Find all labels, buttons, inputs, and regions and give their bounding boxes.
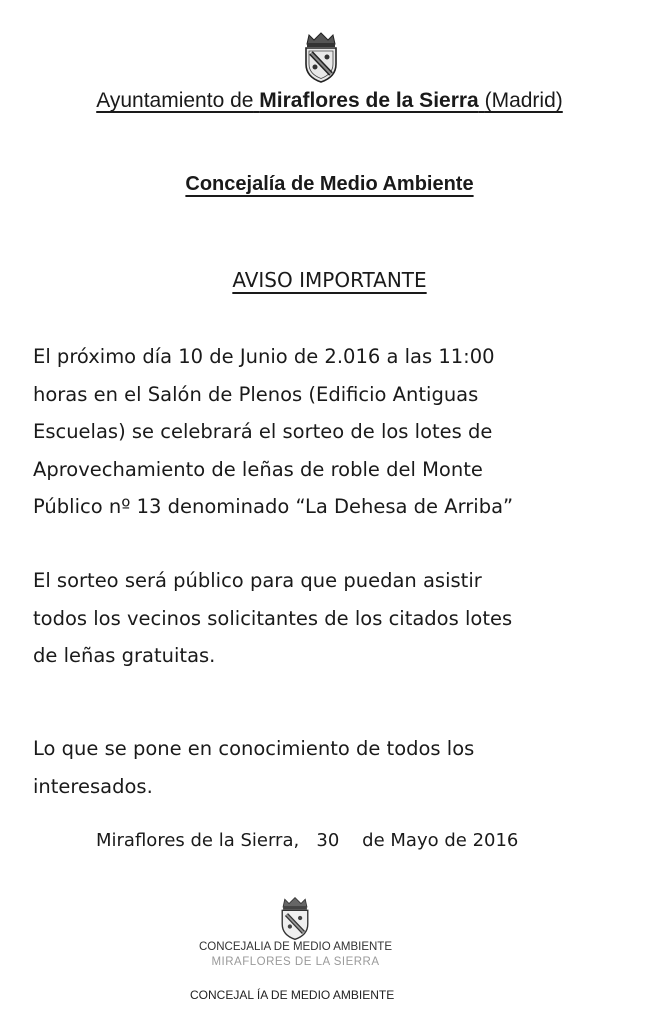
paragraph-line: El sorteo será público para que puedan asistir [33,569,482,592]
header-prefix: Ayuntamiento de [96,89,254,112]
header-town: Miraflores de la Sierra [259,89,479,112]
stamp-line-town: MIRAFLORES DE LA SIERRA [211,956,380,968]
header-region: (Madrid) [484,89,563,112]
coat-of-arms-icon [300,30,342,84]
paragraph-line: horas en el Salón de Plenos (Edificio Antiguas [33,382,479,406]
notice-title: AVISO IMPORTANTE [232,268,427,292]
official-stamp [183,940,408,970]
paragraph-line: Lo que se pone en conocimiento de todos los [33,737,475,760]
department-title: Concejalía de Medio Ambiente [185,173,474,195]
dateline-month-year: de Mayo de 2016 [362,830,519,851]
municipality-header [0,89,659,113]
signature-label: CONCEJAL ÍA DE MEDIO AMBIENTE [190,988,395,1002]
paragraph-line: todos los vecinos solicitantes de los citados lotes [33,606,513,630]
stamp-crest-icon [277,895,313,941]
dateline [96,830,518,851]
paragraph-line: Público nº 13 denominado “La Dehesa de Arriba” [33,495,514,518]
paragraph-line: Aprovechamiento de leñas de roble del Monte [33,457,483,481]
announcement-paragraph [33,338,633,526]
closing-paragraph [33,730,633,805]
stamp-line-department: CONCEJALIA DE MEDIO AMBIENTE [199,941,392,953]
paragraph-line: El próximo día 10 de Junio de 2.016 a las 11:00 [33,345,495,368]
dateline-place: Miraflores de la Sierra, [96,830,300,851]
paragraph-line: interesados. [33,774,153,798]
public-draw-paragraph [33,562,633,675]
paragraph-line: de leñas gratuitas. [33,644,216,667]
paragraph-line: Escuelas) se celebrará el sorteo de los lotes de [33,420,493,443]
dateline-day: 30 [316,830,340,851]
